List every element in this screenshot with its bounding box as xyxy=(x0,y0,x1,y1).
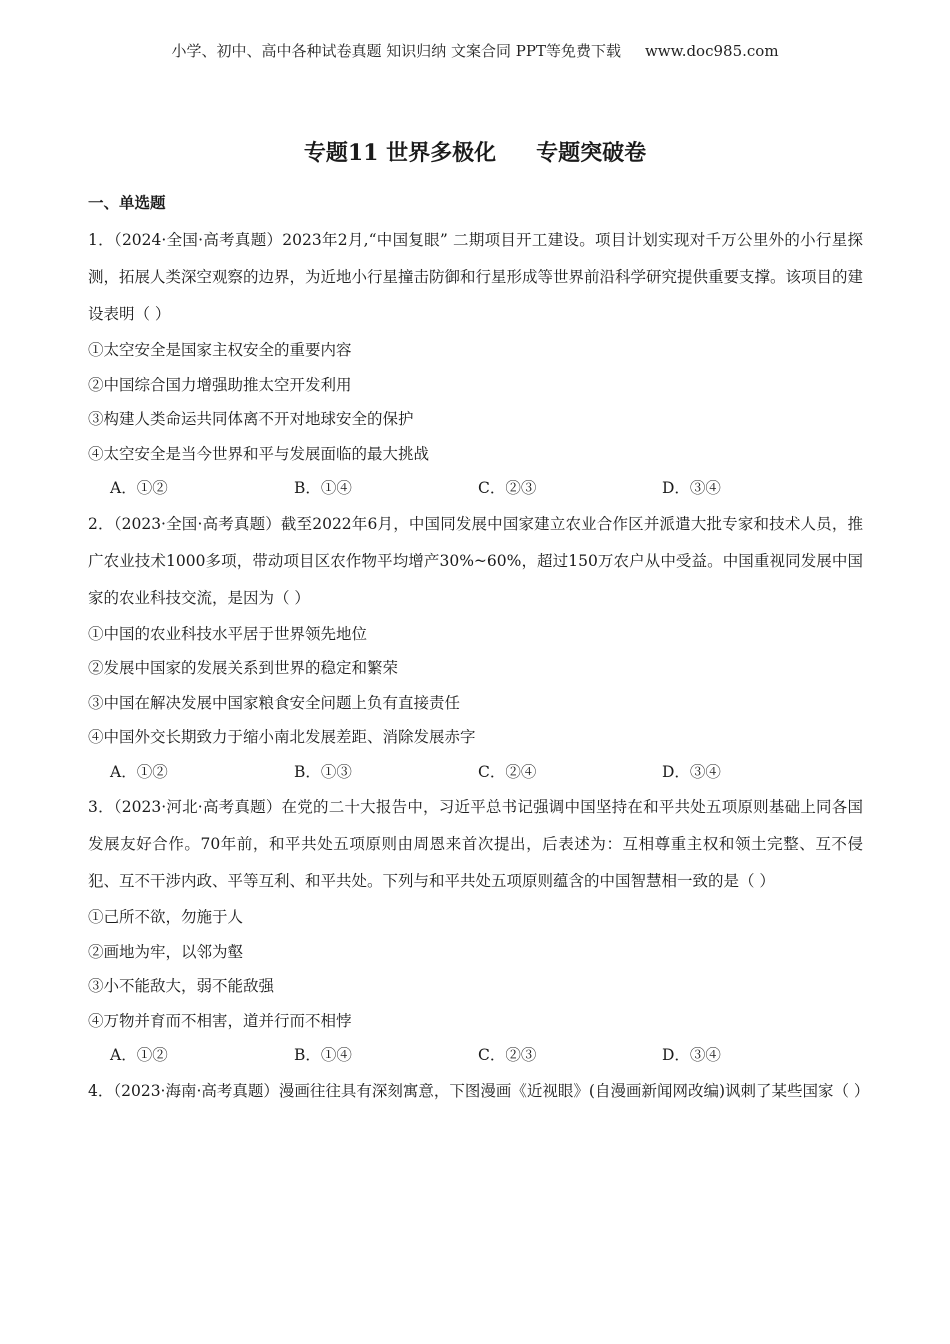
section-heading: 一、单选题 xyxy=(88,193,166,212)
page-header xyxy=(0,40,950,61)
question-stem: 2．（2023·全国·高考真题）截至2022年6月，中国同发展中国家建立农业合作区并派遣大批专家和技术人员，推广农业技术1000多项，带动项目区农作物平均增产30%~60%，超过150万农户从中受益。中国重视同发展中国家的农业科技交流，是因为（ ） xyxy=(88,514,863,607)
statement-option: ①太空安全是国家主权安全的重要内容 xyxy=(88,341,352,359)
choice-c: C．②③ xyxy=(478,1046,537,1064)
choice-c: C．②③ xyxy=(478,479,537,497)
statement-option: ④中国外交长期致力于缩小南北发展差距、消除发展赤字 xyxy=(88,728,476,746)
choice-a: A．①② xyxy=(110,479,168,497)
question-1 xyxy=(88,222,863,506)
page-title xyxy=(0,136,950,167)
statement-option: ②画地为牢，以邻为壑 xyxy=(88,942,244,961)
header-site: www.doc985.com xyxy=(644,42,779,60)
statement-option: ④太空安全是当今世界和平与发展面临的最大挑战 xyxy=(88,444,430,463)
question-stem: 1．（2024·全国·高考真题）2023年2月,“中国复眼” 二期项目开工建设。项目计划实现对千万公里外的小行星探测，拓展人类深空观察的边界，为近地小行星撞击防御和行星形成等世界前沿科学研究提供重要支撑。该项目的建设表明（ ） xyxy=(88,231,864,323)
question-stem: 3．（2023·河北·高考真题）在党的二十大报告中，习近平总书记强调中国坚持在和平共处五项原则基础上同各国发展友好合作。70年前，和平共处五项原则由周恩来首次提出，后表述为：互相尊重主权和领土完整、互不侵犯、互不干涉内政、平等互利、和平共处。下列与和平共处五项原则蕴含的中国智慧相一致的是（ ） xyxy=(88,798,863,890)
statement-option: ④万物并育而不相害，道并行而不相悖 xyxy=(88,1011,352,1030)
question-4 xyxy=(88,1073,870,1110)
exam-content xyxy=(88,190,870,1110)
statement-option: ③小不能敌大，弱不能敌强 xyxy=(88,977,275,995)
question-3 xyxy=(88,789,863,1073)
statement-option: ③中国在解决发展中国家粮食安全问题上负有直接责任 xyxy=(88,693,461,712)
choice-a: A．①② xyxy=(110,762,168,781)
choice-c: C．②④ xyxy=(478,762,537,781)
choice-b: B．①③ xyxy=(294,762,352,781)
choice-b: B．①④ xyxy=(294,1046,352,1064)
statement-option: ②发展中国家的发展关系到世界的稳定和繁荣 xyxy=(88,659,399,677)
header-text: 小学、初中、高中各种试卷真题 知识归纳 文案合同 PPT等免费下载 xyxy=(171,42,621,60)
choice-d: D．③④ xyxy=(662,479,721,497)
statement-option: ①中国的农业科技水平居于世界领先地位 xyxy=(88,624,368,643)
answer-choices xyxy=(88,471,863,506)
answer-choices xyxy=(88,755,863,790)
title-sub: 专题突破卷 xyxy=(536,140,647,166)
title-main: 专题11 世界多极化 xyxy=(303,140,497,166)
statement-option: ①己所不欲，勿施于人 xyxy=(88,908,244,926)
statement-option: ②中国综合国力增强助推太空开发利用 xyxy=(88,375,352,394)
answer-choices xyxy=(88,1038,863,1073)
question-stem: 4．（2023·海南·高考真题）漫画往往具有深刻寓意，下图漫画《近视眼》(自漫画新闻网改编)讽刺了某些国家（ ） xyxy=(88,1081,870,1100)
question-2 xyxy=(88,506,863,790)
choice-d: D．③④ xyxy=(662,1046,721,1064)
choice-a: A．①② xyxy=(110,1046,168,1064)
choice-b: B．①④ xyxy=(294,479,352,497)
statement-option: ③构建人类命运共同体离不开对地球安全的保护 xyxy=(88,410,414,428)
choice-d: D．③④ xyxy=(662,762,721,781)
